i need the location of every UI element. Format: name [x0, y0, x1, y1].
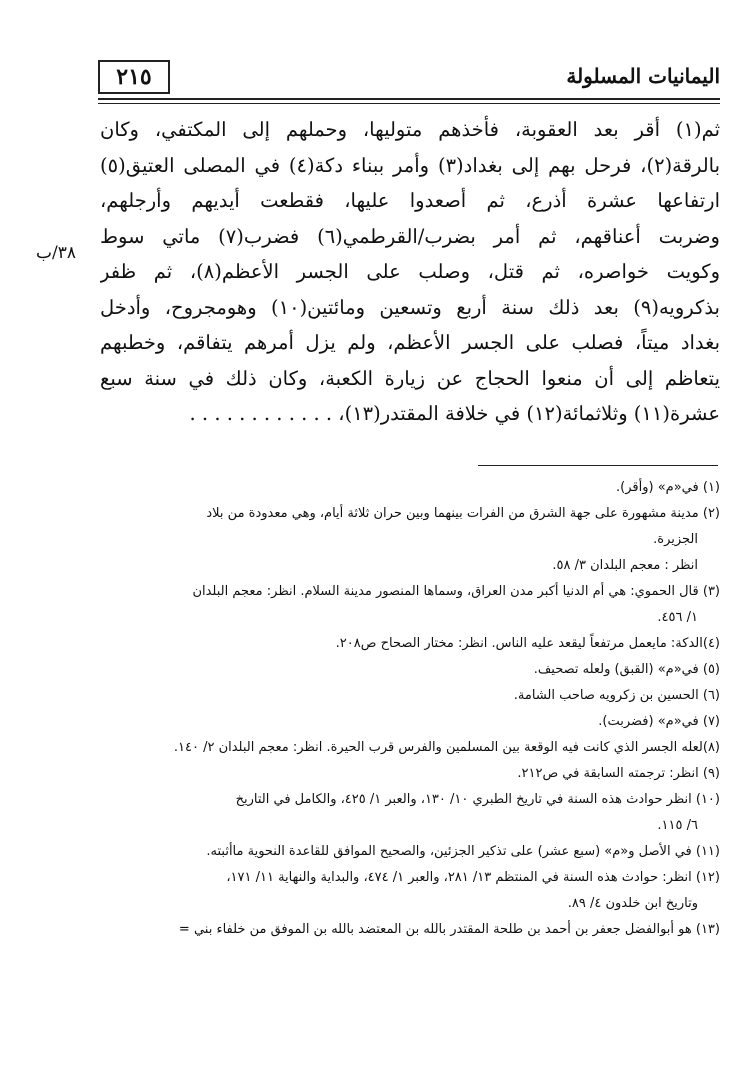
- footnote: (١١) في الأصل و«م» (سبع عشر) على تذكير الجزئين، والصحيح الموافق للقاعدة النحوية ماأثبته.: [206, 844, 720, 859]
- page-header: [98, 60, 720, 104]
- text-line: بغداد ميتاً، فصلب على الجسر الأعظم، ولم يزل أمرهم يتفاقم، وخطبهم: [100, 331, 720, 354]
- footnote: (١) في«م» (وأقر).: [616, 480, 720, 495]
- text-line: وضربت أعناقهم، ثم أمر بضرب/القرطمي(٦) فضرب(٧) ماتي سوط: [100, 224, 720, 248]
- footnote: (٥) في«م» (القبق) ولعله تصحيف.: [533, 662, 720, 677]
- text-line: يتعاظم إلى أن منعوا الحجاج عن زيارة الكعبة، وكان ذلك في سنة سبع: [100, 366, 720, 390]
- footnote-separator: [478, 465, 718, 466]
- footnote-continuation: ٦/ ١١٥.: [657, 818, 698, 833]
- footnote-continuation: الجزيرة.: [653, 532, 698, 547]
- text-line: ثم(١) أقر بعد العقوبة، فأخذهم متوليها، وحملهم إلى المكتفي، وكان: [100, 118, 720, 141]
- header-rule-thin: [98, 103, 720, 104]
- text-line: وكويت خواصره، ثم قتل، وصلب على الجسر الأعظم(٨)، ثم ظفر: [100, 260, 720, 283]
- footnote: (٤)الدكة: مايعمل مرتفعاً ليقعد عليه الناس. انظر: مختار الصحاح ص٢٠٨.: [335, 636, 720, 651]
- text-line: بالرقة(٢)، فرحل بهم إلى بغداد(٣) وأمر ببناء دكة(٤) في المصلى العتيق(٥): [100, 153, 720, 177]
- footnote: (٦) الحسين بن زكرويه صاحب الشامة.: [513, 688, 720, 703]
- footnote-continuation: انظر : معجم البلدان ٣/ ٥٨.: [552, 558, 698, 573]
- footnote: (٣) قال الحموي: هي أم الدنيا أكبر مدن العراق، وسماها المنصور مدينة السلام. انظر: معجم البلدان: [192, 584, 720, 599]
- main-text: [100, 112, 720, 432]
- footnote-continuation: ١/ ٤٥٦.: [657, 610, 698, 625]
- footnote: (١٠) انظر حوادث هذه السنة في تاريخ الطبري ١٠/ ١٣٠، والعبر ١/ ٤٢٥، والكامل في التاريخ: [235, 792, 720, 807]
- header-rule: [98, 98, 720, 100]
- page-number: ٢١٥: [98, 60, 170, 94]
- footnote-continuation: وتاريخ ابن خلدون ٤/ ٨٩.: [567, 896, 698, 911]
- text-line: عشرة(١١) وثلاثمائة(١٢) في خلافة المقتدر(١٣)، . . . . . . . . . . . .: [189, 402, 720, 425]
- footnote: (١٢) انظر: حوادث هذه السنة في المنتظم ١٣/ ٢٨١، والعبر ١/ ٤٧٤، والبداية والنهاية ١١/ ١٧١،: [226, 870, 720, 885]
- running-title: اليمانيات المسلولة: [566, 64, 720, 88]
- footnote: (١٣) هو أبوالفضل جعفر بن أحمد بن طلحة المقتدر بالله بن المعتضد بالله بن الموفق من خلفاء بني =: [178, 922, 720, 937]
- footnote: (٨)لعله الجسر الذي كانت فيه الوقعة بين المسلمين والفرس قرب الحيرة. انظر: معجم البلدان ٢/ ١٤٠.: [173, 740, 720, 755]
- footnote: (٧) في«م» (فضربت).: [598, 714, 720, 729]
- margin-folio-note: ٣٨/ب: [36, 243, 76, 263]
- footnote: (٢) مدينة مشهورة على جهة الشرق من الفرات بينهما وبين حران ثلاثة أيام، وهي معدودة من بلاد: [206, 506, 720, 521]
- text-line: بذكرويه(٩) بعد ذلك سنة أربع وتسعين ومائتين(١٠) وهومجروح، وأدخل: [100, 295, 720, 319]
- footnotes: [96, 475, 720, 943]
- text-line: ارتفاعها عشرة أذرع، ثم أصعدوا عليها، فقطعت أيديهم وأرجلهم،: [100, 189, 720, 212]
- footnote: (٩) انظر: ترجمته السابقة في ص٢١٢.: [517, 766, 720, 781]
